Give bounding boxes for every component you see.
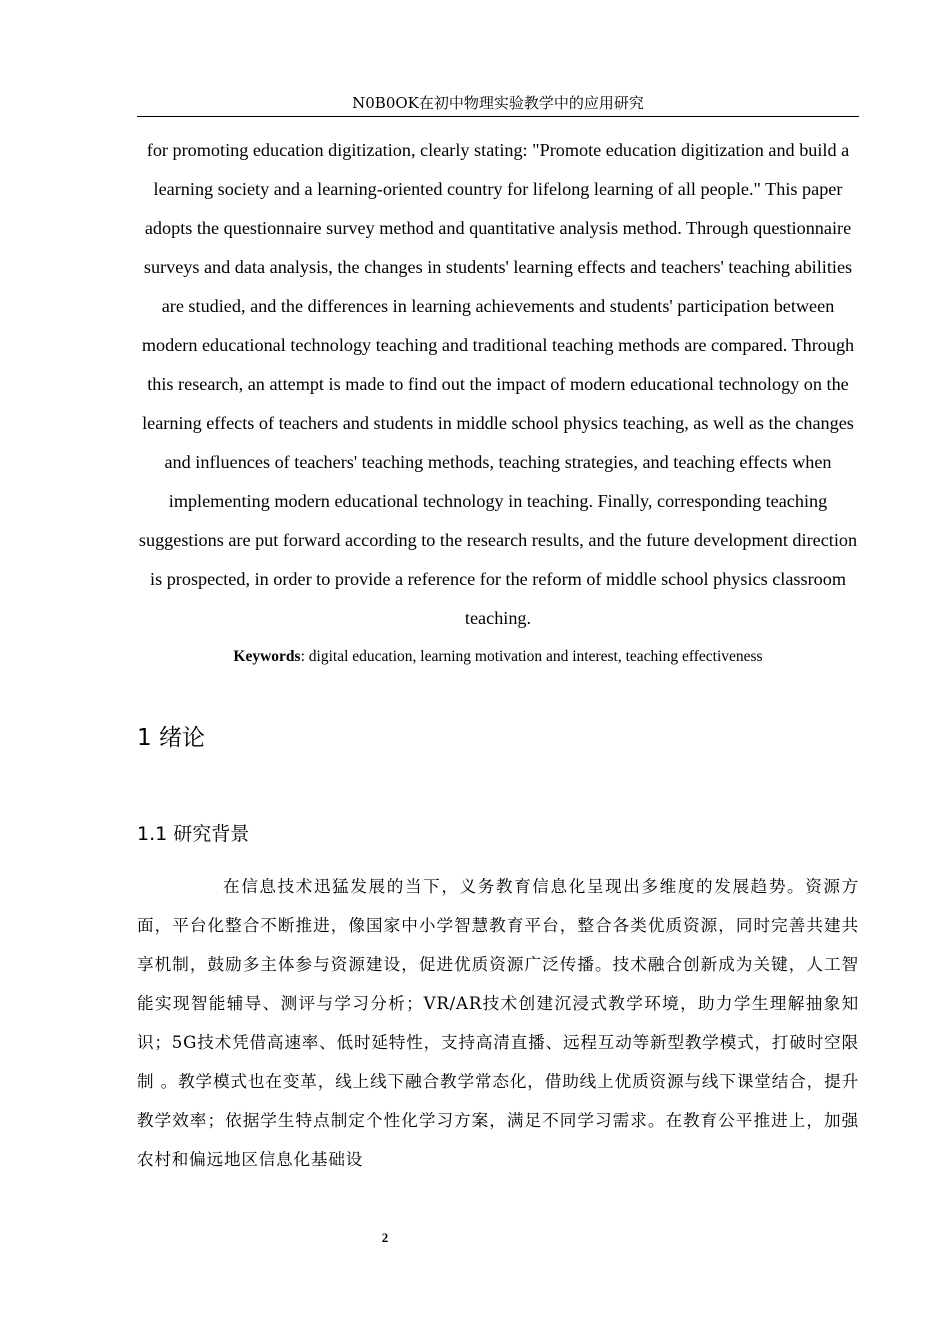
keywords-label: Keywords	[233, 648, 301, 665]
running-header-title: N0B0OK在初中物理实验教学中的应用研究	[352, 94, 644, 112]
background-paragraph: 在信息技术迅猛发展的当下，义务教育信息化呈现出多维度的发展趋势。资源方面，平台化整合不断推进，像国家中小学智慧教育平台，整合各类优质资源，同时完善共建共享机制，鼓励多主体参与资源建设，促进优质资源广泛传播。技术融合创新成为关键，人工智能实现智能辅导、测评与学习分析；VR/AR技术创建沉浸式教学环境，助力学生理解抽象知识；5G技术凭借高速率、低时延特性，支持高清直播、远程互动等新型教学模式，打破时空限制 。教学模式也在变革，线上线下融合教学常态化，借助线上优质资源与线下课堂结合，提升教学效率；依据学生特点制定个性化学习方案，满足不同学习需求。在教育公平推进上，加强农村和偏远地区信息化基础设	[137, 877, 859, 1169]
keywords-text: : digital education, learning motivation and interest, teaching effectiveness	[300, 648, 763, 665]
subsection-heading-background: 1.1 研究背景	[137, 823, 250, 845]
abstract-paragraph: for promoting education digitization, clearly stating: "Promote education digitization and build a learning society and a learning-oriented country for lifelong learning of all people." This paper adopts the questionnaire survey method and quantitative analysis method. Through questionnaire surveys and data analysis, the changes in students' learning effects and teachers' teaching abilities are studied, and the differences in learning achievements and students' participation between modern educational technology teaching and traditional teaching methods are compared. Through this research, an attempt is made to find out the impact of modern educational technology on the learning effects of teachers and students in middle school physics teaching, as well as the changes and influences of teachers' teaching methods, teaching strategies, and teaching effects when implementing modern educational technology in teaching. Finally, corresponding teaching suggestions are put forward according to the research results, and the future development direction is prospected, in order to provide a reference for the reform of middle school physics classroom teaching.	[138, 140, 858, 628]
keywords-line	[137, 643, 859, 671]
page-number: 2	[381, 1230, 389, 1245]
running-header	[137, 91, 859, 117]
section-heading-introduction: 1 绪论	[137, 725, 205, 751]
